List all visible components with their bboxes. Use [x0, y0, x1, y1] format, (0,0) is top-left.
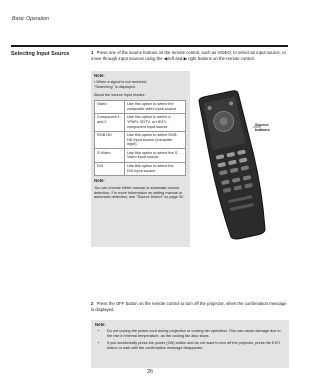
- mode-name: S-Video: [95, 149, 125, 162]
- remote-control-illustration: [195, 90, 275, 240]
- note-2-title: Note:: [95, 321, 106, 327]
- step-2: [91, 301, 289, 312]
- source-modes-table: [94, 100, 186, 176]
- subnote-title: Note:: [94, 177, 105, 183]
- source-buttons-callout: [255, 123, 270, 132]
- mode-name: DVI: [95, 162, 125, 175]
- note-box-1: [91, 71, 190, 247]
- mode-desc: Use this option to select the S-Video input source.: [125, 149, 186, 162]
- page-header: Basic Operation: [12, 16, 49, 22]
- note-box-2: [91, 320, 289, 368]
- note-1-line-2: "Searching" is displayed.: [94, 85, 136, 90]
- note-1-title: Note:: [94, 72, 105, 78]
- mode-desc: Use this option to select the composite video input source.: [125, 100, 186, 113]
- mode-desc: Use this option to select a YPbPr, SDTV, or HDTV component input source.: [125, 113, 186, 131]
- table-row: [95, 162, 186, 175]
- mode-name: RGB HD: [95, 131, 125, 149]
- note-1-line-3: About the source input modes:: [94, 92, 146, 97]
- mode-name: Component 1 and 2: [95, 113, 125, 131]
- header-rule: [11, 45, 288, 47]
- mode-desc: Use this option to select the DVI input source.: [125, 162, 186, 175]
- mode-desc: Use this option to select RGB HD input source (computer input).: [125, 131, 186, 149]
- step-1-number: 1: [91, 50, 94, 55]
- callout-line-1: Source: [255, 122, 269, 127]
- table-row: [95, 149, 186, 162]
- note-1-bullet: • When a signal is not received,: [94, 80, 148, 85]
- section-title: Selecting Input Source: [11, 51, 70, 57]
- list-item: • Do not unplug the power cord during projection or cooling fan operation. This can cause damage due to the rise in internal temperature, as the cooling fan also stops.: [107, 329, 285, 339]
- table-row: [95, 113, 186, 131]
- step-2-number: 2: [91, 301, 94, 306]
- mode-name: Video: [95, 100, 125, 113]
- step-1: [91, 50, 289, 61]
- list-item: • If you accidentally press the power (ON) button and do not want to turn off the projector, press the EXIT button or wait until the confirmation message disappears.: [107, 341, 285, 351]
- subnote-text: You can choose either manual or automatic source detection. For more information on setting manual or automatic detection, see "Source Detect" on page 42.: [94, 185, 185, 200]
- callout-line-2: buttons: [255, 126, 270, 132]
- note-2-list: [95, 329, 285, 351]
- step-1-text: Press one of the source buttons on the remote control, such as VIDEO, to select an input source, or move through input sources using the ◀ left and ▶ right buttons on the remote control.: [91, 50, 286, 61]
- step-2-text: Press the OFF button on the remote control to turn off the projector, when the confirmation message is displayed.: [91, 301, 287, 312]
- page-number: 26: [146, 369, 154, 375]
- table-row: [95, 131, 186, 149]
- table-row: [95, 100, 186, 113]
